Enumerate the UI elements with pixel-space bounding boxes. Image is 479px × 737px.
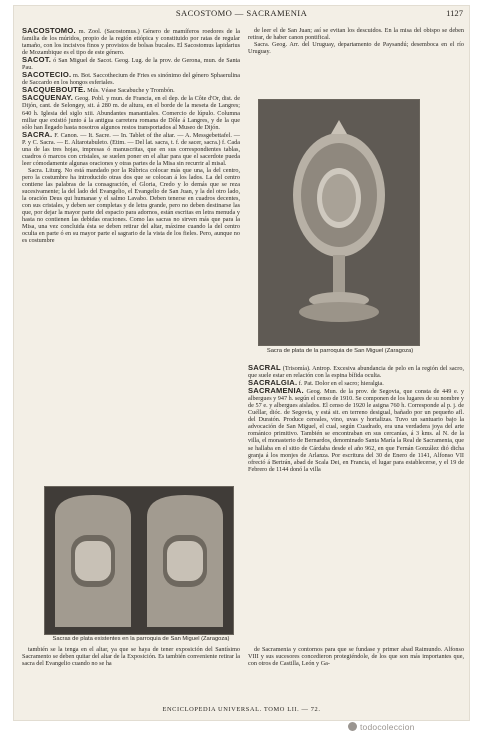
watermark-logo-icon (348, 722, 357, 731)
entry-text: Geog. Pobl. y mun. de Francia, en el dep. de la Côte d'Or, dist. de Dijón, cant. de Selongey, sit. á 280 m. de altura, en el borde de la meseta de Langres; 640 h. Iglesia del siglo xiii. Abundantes manantiales. Comercio de lúpulo. Columna miliar que existió junto á la antigua carretera romana de Dôle á Langres, y de la que sólo han llegado hasta nosotros algunos restos transportados al Museo de Dijón. (22, 95, 240, 131)
headword: SACQUEBOUTE. (22, 85, 86, 95)
entry (248, 387, 464, 473)
headword: SACOSTOMO. (22, 26, 76, 35)
entry-text: ó San Miguel de Sacot. Geog. Lug. de la prov. de Gerona, mun. de Santa Pau. (22, 57, 240, 72)
headword: SACRALGIA. (248, 378, 298, 388)
entry (248, 364, 464, 379)
right-column-bottom (248, 646, 464, 674)
left-column (22, 27, 240, 490)
headword: SACQUENAY. (22, 93, 74, 103)
entry-text: (Trisomía). Antrop. Excesiva abundancia de pelo en la región del sacro, que suele estar en relación con la espina bífida oculta. (248, 365, 465, 380)
entry-text: m. Bot. Saccothecium de Fries es sinónimo del género Sphaerulina de Saccardo en los hongos esferiales. (22, 72, 241, 87)
watermark-text: todocoleccion (360, 722, 415, 732)
entry-text: Sacra. Liturg. No está mandado por la Rúbrica colocar más que una, la del centro, pero la costumbre ha introducido otras dos que se colocan á los lados. La del centro contiene las palabras de la consagración, el Gloria, Credo y lo demás que se reza sucesivamente; la del lado del Evangelio, el Evangelio de San Juan, y la del otro lado, la oración Deus qui humanae y el salmo Lavabo. Deben tenerse en cuadros decentes, con sus cristales, y deben ser completas y de letra grande, pero no deben destinarse las que, por dejar la mayor parte del espacio para adornos, están escritas en letra menuda y hasta no contienen las debidas oraciones. Como las sacras no sirven más que para la Misa, una vez concluida ésta se deben retirar del altar, máxime cuando la del centro oculta en parte ó en su mayor parte el sagrario de la vista de los fieles. Pero, aunque no es costumbre (22, 166, 240, 245)
headword: SACRAL (248, 363, 281, 372)
headword: SACRAMENIA. (248, 386, 304, 396)
right-bottom-text: de Sacramenia y contornos para que se fundase y primer abad Raimundo. Alfonso VIII y sus sucesores concedieron protegiéndole, de los que son más importantes que, con otros de Castilla, León y Ga- (248, 646, 464, 668)
right-column-top (248, 27, 464, 57)
photo1-caption: Sacra de plata de la parroquia de San Miguel (Zaragoza) (266, 348, 414, 354)
entry-text: f. Pat. Dolor en el sacro; hieralgia. (298, 380, 384, 388)
entry-text: Geog. Mun. de la prov. de Segovia, que consta de 449 e. y albergues y 947 h. según el censo de 1910. Se componen de los lugares de su nombre y de 57 e. y albergues aislados. El censo de 1920 le asigna 760 h. Corresponde al p. j. de Cuéllar, dióc. de Segovia, y está sit. en terreno desigual, bañado por un pequeño afl. del Duratón. Produce cereales, vino, uvas y hortalizas. Tuvo un santuario bajo la advocación de San Miguel, el cual, según Cuadrado, era una verdadera joya del arte románico primitivo. También se encontraban en sus cercanías, á 3 kms. al N. de la villa, el monasterio de Bernardos, denominado Santa María la Real de Sacramenia, que se hallaba en el sitio de Cárdaba desde el año 962, en que Fernán González dió dicha granja á los monjes de Arlanza. Por escritura del 30 de Enero de 1141, Alfonso VII ofreció á Bertrán, abad de Scala Dei, en Francia, el lugar para establecerse, y el 19 de Febrero de 1144 donó la villa (248, 388, 465, 473)
page-number: 1127 (446, 8, 463, 18)
headword: SACOTECIO. (22, 70, 72, 80)
entry-text: Mús. Véase Sacabuche y Trombón. (87, 87, 175, 95)
entry (22, 94, 240, 130)
photo-silver-sacras-pair (44, 486, 234, 635)
right-column-main (248, 364, 464, 684)
page-header (14, 8, 469, 22)
left-column-bottom (22, 646, 240, 674)
page-footer: ENCICLOPEDIA UNIVERSAL. TOMO LII. — 72. (162, 706, 321, 713)
entry (22, 131, 240, 167)
entry (248, 41, 464, 55)
entry-text: Sacra. Geog. Arr. del Uruguay, departamento de Paysandú; desemboca en el río Uruguay. (248, 41, 464, 56)
running-head: SACOSTOMO — SACRAMENIA (175, 8, 308, 18)
photo2-caption: Sacras de plata existentes en la parroquia de San Miguel (Zaragoza) (52, 636, 230, 642)
photo-silver-sacra (258, 99, 420, 346)
entry (22, 71, 240, 86)
entry (22, 27, 240, 56)
headword: SACOT. (22, 55, 52, 65)
entry-text: m. Zool. (Sacostomus.) Género de mamíferos roedores de la familia de los múridos, propio de la región etiópica y constituido por ratas de regular tamaño, con los incisivos finos y provistos de bolsas bucales. El Sacostomus lapidarius de Mozambique es el tipo de este género. (22, 28, 240, 57)
left-bottom-text: también se la tenga en el altar, ya que se haya de tener exposición del Santísimo Sacramento se deben quitar del altar de la Exposición. Es también conveniente retirar la sacra del Evangelio cuando no se ha (22, 646, 240, 668)
watermark (348, 722, 415, 732)
entry-text: de leer el de San Juan; así se evitan los descuidos. En la misa del obispo se deben retirar, de haber canon pontifical. (248, 27, 464, 42)
sacras-pair-illustration (45, 487, 233, 634)
entry-text: F. Canon. — It. Sacre. — In. Tablet of the altar. — A. Messgebettafel. — P. y C. Sacra. — E. Altarotabuleto. (Etim. — Del lat. sacra, t. f. de sacer, sacra.) f. Cada una de las tres hojas, impresas ó manuscritas, que en sus correspondientes tablas, cuadros ó marcos con cristales, se suelen poner en el altar para que el sacerdote pueda leer cómodamente algunas oraciones y otras partes de la Misa sin recurrir al misal. (22, 131, 240, 167)
entry (248, 27, 464, 41)
headword: SACRA. (22, 129, 53, 139)
encyclopedia-page (14, 6, 469, 720)
entry (22, 56, 240, 71)
entry (22, 167, 240, 245)
sacra-illustration (259, 100, 419, 345)
